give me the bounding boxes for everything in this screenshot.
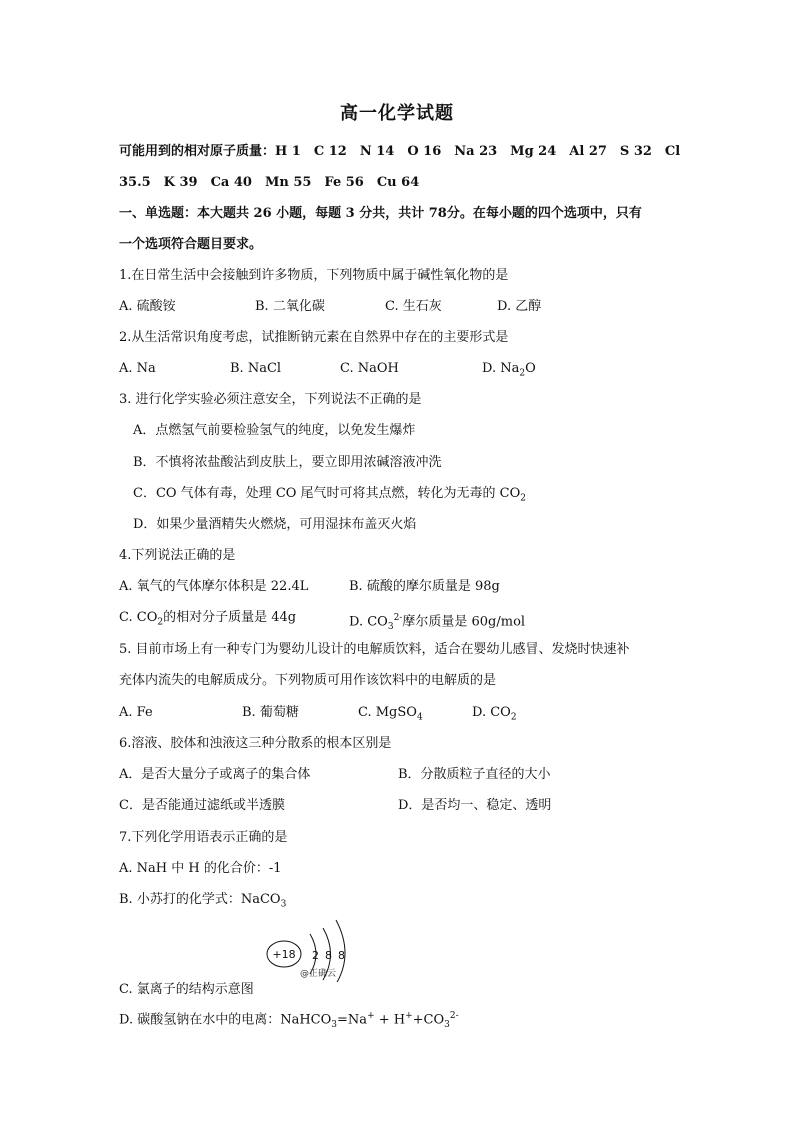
q3-option-a: A．点燃氢气前要检验氢气的纯度，以免发生爆炸: [133, 423, 416, 438]
q7-stem: 7.下列化学用语表示正确的是: [119, 830, 288, 845]
q5-stem-line-1: 5. 目前市场上有一种专门为婴幼儿设计的电解质饮料，适合在婴幼儿感冒、发烧时快速补: [119, 642, 630, 657]
q1-stem: 1.在日常生活中会接触到许多物质，下列物质中属于碱性氧化物的是: [119, 268, 509, 283]
shell-1-electrons: 2: [312, 949, 319, 962]
q6-option-c: C．是否能通过滤纸或半透膜: [119, 798, 285, 813]
q1-option-c: C. 生石灰: [385, 299, 442, 314]
nucleus-charge: +18: [272, 948, 296, 961]
q4-option-d: D. $CO_3^{2-}$摩尔质量是 60g/mol: [349, 613, 526, 632]
q4-option-a: A. 氧气的气体摩尔体积是 22.4L: [119, 579, 309, 594]
shell-2-electrons: 8: [325, 949, 332, 962]
watermark-text: @正确云: [300, 969, 337, 979]
q2-option-a: A. Na: [119, 361, 156, 376]
q4-option-b: B. 硫酸的摩尔质量是 98g: [349, 579, 500, 594]
q6-option-b: B．分散质粒子直径的大小: [398, 767, 551, 782]
q3-option-c: C．CO 气体有毒，处理 CO 尾气时可将其点燃，转化为无毒的 $CO_2$: [133, 486, 527, 504]
q2-option-c: C. NaOH: [340, 361, 399, 376]
page-title: 高一化学试题: [340, 103, 454, 124]
q6-option-a: A．是否大量分子或离子的集合体: [119, 767, 311, 782]
q4-option-c: C. $CO_2$的相对分子质量是 44g: [119, 610, 297, 628]
q2-option-d: D. $Na_2O$: [482, 361, 536, 379]
q7-option-b: B. 小苏打的化学式：NaCO$_3$: [119, 892, 287, 910]
q5-option-d: D. $CO_2$: [472, 705, 517, 723]
atomic-mass-line-1: 可能用到的相对原子质量：H 1 C 12 N 14 O 16 Na 23 Mg 24 Al 27 S 32 Cl: [119, 144, 681, 159]
section-heading-line-1: 一、单选题：本大题共 26 小题，每题 3 分共，共计 78分。在每小题的四个选项中，只有: [119, 206, 642, 221]
shell-3-electrons: 8: [338, 949, 345, 962]
q2-stem: 2.从生活常识角度考虑，试推断钠元素在自然界中存在的主要形式是: [119, 330, 509, 345]
q5-option-b: B. 葡萄糖: [242, 705, 299, 720]
q1-option-b: B. 二氧化碳: [255, 299, 325, 314]
q2-option-b: B. NaCl: [230, 361, 282, 376]
q7-option-a: A. NaH 中 H 的化合价：-1: [119, 861, 282, 876]
q3-option-d: D．如果少量酒精失火燃烧，可用湿抹布盖灭火焰: [133, 517, 417, 532]
q6-stem: 6.溶液、胶体和浊液这三种分散系的根本区别是: [119, 736, 392, 751]
q6-option-d: D．是否均一、稳定、透明: [398, 798, 552, 813]
q5-stem-line-2: 充体内流失的电解质成分。下列物质可用作该饮料中的电解质的是: [119, 673, 497, 688]
q3-stem: 3. 进行化学实验必须注意安全，下列说法不正确的是: [119, 392, 422, 407]
q5-option-c: C. MgSO$_4$: [358, 705, 423, 723]
q3-option-b: B．不慎将浓盐酸沾到皮肤上，要立即用浓碱溶液冲洗: [133, 455, 442, 470]
q1-option-d: D. 乙醇: [497, 299, 542, 314]
q5-option-a: A. Fe: [119, 705, 153, 720]
q4-stem: 4.下列说法正确的是: [119, 548, 236, 563]
q7-option-d: D. 碳酸氢钠在水中的电离：NaHCO$_3$=Na+ + $H^++CO_3^{2-}$: [119, 1011, 459, 1030]
q7-option-c: C. 氯离子的结构示意图: [119, 982, 254, 997]
section-heading-line-2: 一个选项符合题目要求。: [119, 237, 263, 252]
chloride-ion-structure-diagram: [262, 912, 362, 982]
q1-option-a: A. 硫酸铵: [119, 299, 176, 314]
atomic-mass-line-2: 35.5 K 39 Ca 40 Mn 55 Fe 56 Cu 64: [119, 175, 420, 190]
